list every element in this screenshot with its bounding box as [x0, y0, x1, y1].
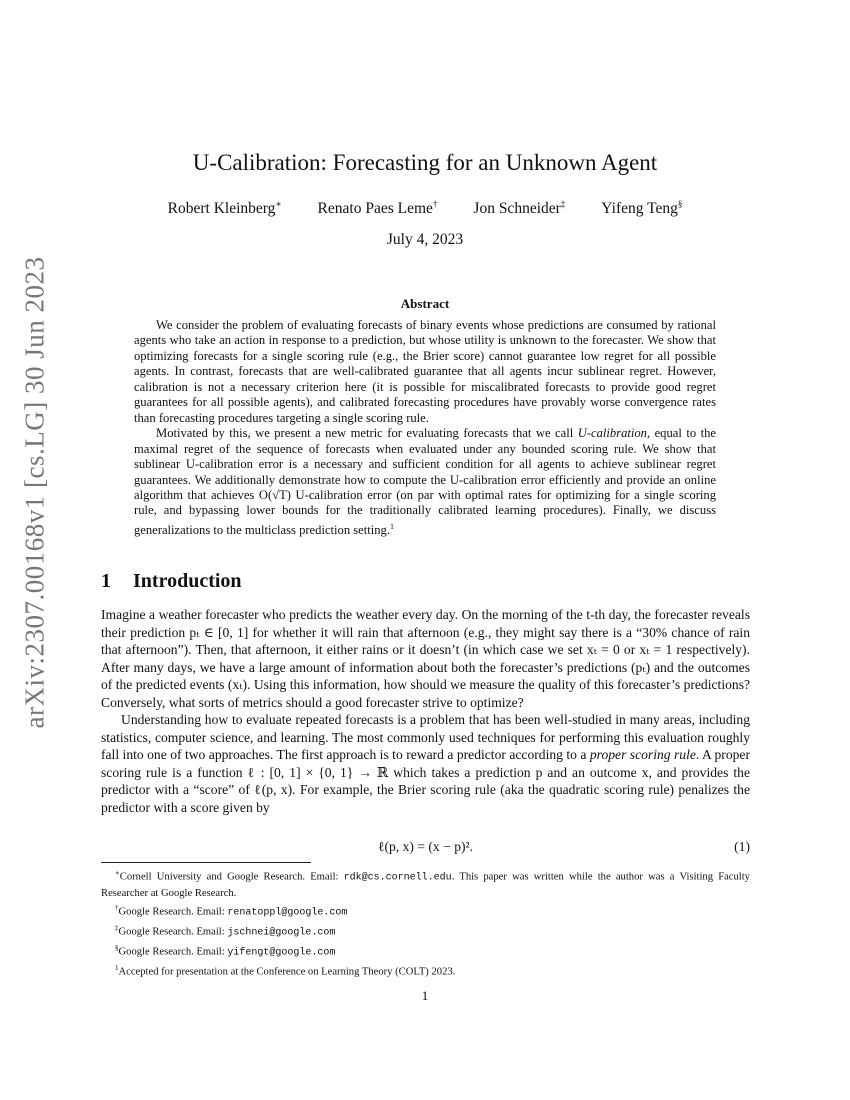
page-number: 1 — [421, 988, 429, 1003]
equation-number: (1) — [734, 839, 750, 854]
footnote: †Google Research. Email: renatoppl@google.com — [115, 904, 348, 919]
author: Jon Schneider‡ — [473, 199, 566, 218]
author: Yifeng Teng§ — [601, 199, 683, 218]
email-link[interactable]: jschnei@google.com — [227, 927, 336, 939]
arxiv-sidebar-stamp — [10, 256, 60, 728]
equation — [101, 839, 750, 857]
abstract-paragraph: We consider the problem of evaluating forecasts of binary events whose predictions are consumed by rational agents who take an action in response to a prediction, but whose utility is unknown to the forecaster. We show that optimizing forecasts for a single scoring rule (e.g., the Brier score) cannot guarantee low regret for all possible agents. In contrast, forecasts that are well-calibrated guarantee that all agents incur sublinear regret. However, calibration is not a necessary criterion here (it is possible for miscalibrated forecasts to provide good regret guarantees for all possible agents), and calibrated forecasting procedures have provably worse convergence rates than forecasting procedures targeting a single scoring rule. — [134, 318, 716, 425]
footnote: §Google Research. Email: yifengt@google.com — [115, 943, 336, 959]
paper-title: U-Calibration: Forecasting for an Unknown Agent — [192, 150, 658, 175]
footnote-ref[interactable]: 1 — [390, 521, 395, 531]
section-heading: 1 Introduction — [101, 570, 242, 592]
body-paragraph: Understanding how to evaluate repeated forecasts is a problem that has been well-studied in many areas, including statistics, computer science, and learning. The most commonly used techniques for performing this evaluation roughly fall into one of two approaches. The first approach is to reward a predictor according to a proper scoring rule. A proper scoring rule is a function ℓ : [0, 1] × {0, 1} → ℝ which takes a prediction p and an outcome x, and provides the predictor with a “score” of ℓ(p, x). For example, the Brier scoring rule (aka the quadratic scoring rule) penalizes the predictor with a score given by — [101, 712, 750, 815]
arxiv-identifier: arXiv:2307.00168v1 [cs.LG] 30 Jun 2023 — [19, 256, 50, 728]
author-list — [0, 199, 850, 218]
intro-body — [101, 606, 750, 816]
author: Renato Paes Leme† — [317, 199, 438, 218]
abstract-heading: Abstract — [400, 296, 450, 311]
email-link[interactable]: yifengt@google.com — [227, 947, 336, 959]
email-link[interactable]: renatoppl@google.com — [227, 907, 348, 919]
footnote: $^1$Accepted for presentation at the Conference on Learning Theory (COLT) 2023. — [115, 963, 456, 978]
publication-date: July 4, 2023 — [386, 231, 464, 248]
footnotes — [101, 866, 750, 979]
author: Robert Kleinberg∗ — [167, 199, 282, 218]
equation-expression: ℓ(p, x) = (x − p)². — [377, 839, 473, 854]
footnote: ∗Cornell University and Google Research. Email: rdk@cs.cornell.edu. This paper was written while the author was a Visiting Faculty Researcher at Google Research. — [101, 869, 750, 899]
abstract-body — [134, 318, 716, 539]
footnote-divider — [101, 862, 311, 863]
abstract-paragraph: Motivated by this, we present a new metric for evaluating forecasts that we call U-calibration, equal to the maximal regret of the sequence of forecasts when evaluated under any bounded scoring rule. We show that sublinear U-calibration error is a necessary and sufficient condition for all agents to achieve sublinear regret guarantees. We additionally demonstrate how to compute the U-calibration error efficiently and provide an online algorithm that achieves O(√T) U-calibration error (on par with optimal rates for optimizing for a single scoring rule, and bypassing lower bounds for the traditionally calibrated learning procedures). Finally, we discuss generalizations to the multiclass prediction setting.$^1$ — [134, 426, 716, 538]
footnote: ‡Google Research. Email: jschnei@google.com — [115, 923, 336, 939]
email-link[interactable]: rdk@cs.cornell.edu — [343, 872, 452, 884]
body-paragraph: Imagine a weather forecaster who predicts the weather every day. On the morning of the t-th day, the forecaster reveals their prediction pₜ ∈ [0, 1] for whether it will rain that afternoon (e.g., they might say there is a “30% chance of rain that afternoon”). Then, that afternoon, it either rains or it doesn’t (in which case we set xₜ = 0 or xₜ = 1 respectively). After many days, we have a large amount of information about both the forecaster’s predictions (pₜ) and the outcomes of the predicted events (xₜ). Using this information, how should we measure the quality of this forecaster’s predictions? Conversely, what sorts of metrics should a good forecaster strive to optimize? — [101, 607, 751, 710]
